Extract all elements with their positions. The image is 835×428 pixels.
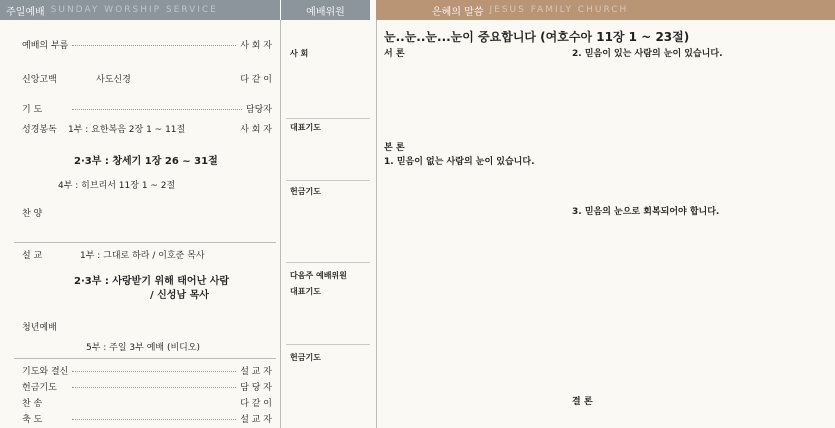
section-divider (14, 358, 276, 359)
committee-header-title: 예배위원 (306, 6, 345, 18)
roster-title: 대표기도 (290, 123, 321, 132)
row-text: 1부 : 그대로 하라 / 이호준 목사 (80, 251, 205, 261)
row-text: 4부 : 히브리서 11장 1 ~ 2절 (58, 181, 176, 191)
sermon-conclusion-heading: 결 론 (572, 397, 593, 407)
sermon-point-1: 1. 믿음이 없는 사람의 눈이 있습니다. (384, 157, 535, 167)
row-text: 사도신경 (96, 75, 131, 85)
row-label: 기도와 결신 (22, 367, 69, 377)
sermon-23-preacher: / 신성남 목사 (150, 290, 209, 301)
youth-row (0, 320, 280, 333)
row-label: 헌금기도 (22, 383, 57, 393)
row-label: 신앙고백 (22, 75, 57, 85)
call-to-worship-row (0, 38, 280, 51)
reading-4-row (0, 178, 280, 191)
order-of-service (0, 22, 280, 428)
row-label: 예배의 부름 (22, 41, 69, 51)
row-role: 설 교 자 (240, 367, 272, 377)
row-label: 기 도 (22, 105, 43, 115)
column-divider (280, 20, 281, 428)
sermon-body-heading: 본 론 (384, 143, 405, 153)
row-label: 성경봉독 (22, 125, 57, 135)
row-role: 설 교 자 (240, 415, 272, 425)
row-label: 찬 송 (22, 399, 43, 409)
worship-header (0, 0, 280, 20)
sermon-title: 눈..눈..눈...눈이 중요합니다 (여호수아 11장 1 ~ 23절) (384, 30, 690, 44)
row-label: 축 도 (22, 415, 43, 425)
row-role: 사 회 자 (240, 41, 272, 51)
sermon-header-ghost: JESUS FAMILY CHURCH (489, 5, 629, 15)
roster-title: 대표기도 (290, 287, 321, 296)
sermon-5-row (0, 340, 280, 353)
section-divider (14, 242, 276, 243)
sermon-column (384, 24, 830, 428)
sermon-1-row (0, 248, 280, 261)
prayer-row (0, 102, 280, 115)
row-role: 담당자 (245, 105, 272, 115)
choir-row (0, 206, 280, 219)
sermon-23-heading: 2·3부 : 사랑받기 위해 태어난 사람 (74, 276, 230, 287)
roster-title: 헌금기도 (290, 353, 321, 362)
column-divider (376, 20, 377, 428)
sermon-header (376, 0, 835, 20)
row-text: 1부 : 요한복음 2장 1 ~ 11절 (68, 125, 186, 135)
offering-prayer-row (0, 380, 280, 393)
row-role: 담 당 자 (240, 383, 272, 393)
sermon-point-2: 2. 믿음이 있는 사람의 눈이 있습니다. (572, 49, 723, 59)
sermon-header-title: 은혜의 말씀 (432, 6, 484, 18)
benediction-row (0, 412, 280, 425)
sermon-intro-heading: 서 론 (384, 49, 405, 59)
row-role: 다 같 이 (240, 399, 272, 409)
sermon-point-3: 3. 믿음의 눈으로 회복되어야 합니다. (572, 207, 720, 217)
row-label: 찬 양 (22, 209, 43, 219)
creed-row (0, 72, 280, 85)
reading-row (0, 122, 280, 135)
worship-committee (282, 24, 372, 428)
reading-23-heading: 2·3부 : 창세기 1장 26 ~ 31절 (74, 156, 218, 167)
row-role: 다 같 이 (240, 75, 272, 85)
row-label: 설 교 (22, 251, 43, 261)
roster-title: 다음주 예배위원 (290, 271, 347, 280)
prayer-decision-row (0, 364, 280, 377)
worship-header-title: 주일예배 (6, 6, 45, 18)
row-label: 청년예배 (22, 323, 57, 333)
row-role: 사 회 자 (240, 125, 272, 135)
roster-title: 사 회 (290, 49, 309, 58)
row-text: 5부 : 주일 3부 예배 (비디오) (86, 343, 201, 353)
worship-header-ghost: SUNDAY WORSHIP SERVICE (50, 5, 218, 15)
roster-title: 헌금기도 (290, 187, 321, 196)
closing-hymn-row (0, 396, 280, 409)
committee-header (280, 0, 370, 20)
